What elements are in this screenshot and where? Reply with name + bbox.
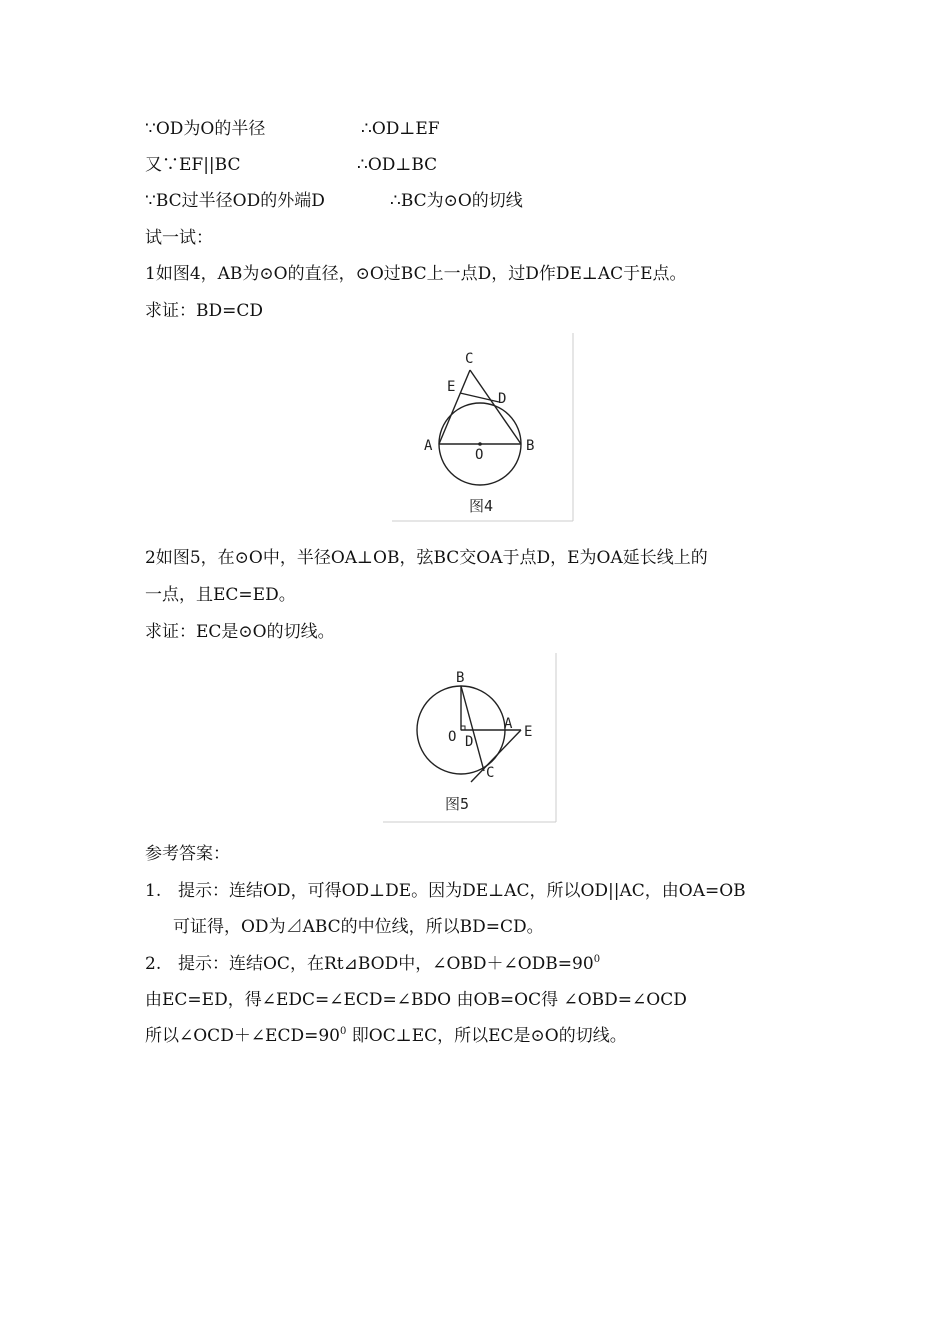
answer-1-text: 提示：连结OD，可得OD⊥DE。因为DE⊥AC，所以OD||AC，由OA=OB [178, 881, 746, 901]
fig5-chord-bc [461, 686, 484, 771]
fig4-label-d: D [498, 391, 507, 407]
fig5-label-a: A [504, 716, 513, 732]
proof-line-3 [145, 190, 523, 212]
fig5-label-e: E [524, 724, 533, 740]
fig4-label-o: O [475, 447, 484, 463]
question-2-line-1: 2如图5，在⊙O中，半径OA⊥OB，弦BC交OA于点D，E为OA延长线上的 [145, 548, 708, 568]
fig5-label-o: O [448, 729, 457, 745]
question-2-prove: 求证：EC是⊙O的切线。 [145, 622, 335, 642]
answer-1-number: 1. [145, 881, 162, 901]
fig4-label-a: A [424, 438, 433, 454]
proof-line-3-reason: ∵BC过半径OD的外端D [145, 191, 325, 211]
answer-2-degree-sup: 0 [593, 954, 601, 965]
answer-2-line-3-degree-sup: 0 [340, 1026, 347, 1037]
figure-5 [383, 653, 559, 829]
fig5-tangent-ec [471, 730, 521, 782]
proof-line-3-conclusion: ∴BC为⊙O的切线 [390, 191, 523, 211]
answer-1-line-1 [145, 880, 746, 902]
proof-line-2 [145, 154, 438, 176]
proof-line-1-conclusion: ∴OD⊥EF [361, 119, 440, 139]
fig5-caption: 图5 [445, 795, 470, 813]
answer-1-line-2: 可证得，OD为⊿ABC的中位线，所以BD=CD。 [173, 917, 544, 937]
answer-2-line-3 [145, 1025, 627, 1047]
proof-line-1 [145, 118, 440, 140]
fig4-line-de [460, 393, 499, 402]
proof-line-1-reason: ∵OD为O的半径 [145, 119, 266, 139]
answer-2-line-3-end: 即OC⊥EC，所以EC是⊙O的切线。 [346, 1026, 627, 1046]
question-2-line-2: 一点，且EC=ED。 [145, 585, 296, 605]
fig4-line-bc [470, 370, 521, 444]
answer-2-text-main: 提示：连结OC，在Rt⊿BOD中，∠OBD＋∠ODB=90 [178, 954, 594, 974]
fig4-label-e: E [447, 379, 456, 395]
fig5-label-c: C [486, 765, 495, 781]
figure-4 [392, 333, 576, 527]
answers-heading: 参考答案： [145, 844, 230, 864]
answer-2-text [178, 953, 600, 975]
proof-line-2-conclusion: ∴OD⊥BC [357, 155, 438, 175]
question-1-prove: 求证：BD=CD [145, 301, 264, 321]
answer-2-number: 2. [145, 954, 162, 974]
fig5-label-b: B [456, 670, 465, 686]
fig4-label-b: B [526, 438, 535, 454]
fig4-caption: 图4 [469, 497, 494, 515]
proof-line-2-reason: 又∵EF||BC [145, 155, 241, 175]
fig4-label-c: C [465, 351, 474, 367]
question-1: 1如图4，AB为⊙O的直径，⊙O过BC上一点D，过D作DE⊥AC于E点。 [145, 264, 687, 284]
try-heading: 试一试： [145, 228, 213, 248]
fig4-center-dot [478, 442, 482, 446]
answer-2-line-3-start: 所以∠OCD＋∠ECD=90 [145, 1026, 340, 1046]
fig5-label-d: D [465, 734, 474, 750]
answer-2-line-2: 由EC=ED，得∠EDC=∠ECD=∠BDO 由OB=OC得 ∠OBD=∠OCD [145, 990, 687, 1010]
